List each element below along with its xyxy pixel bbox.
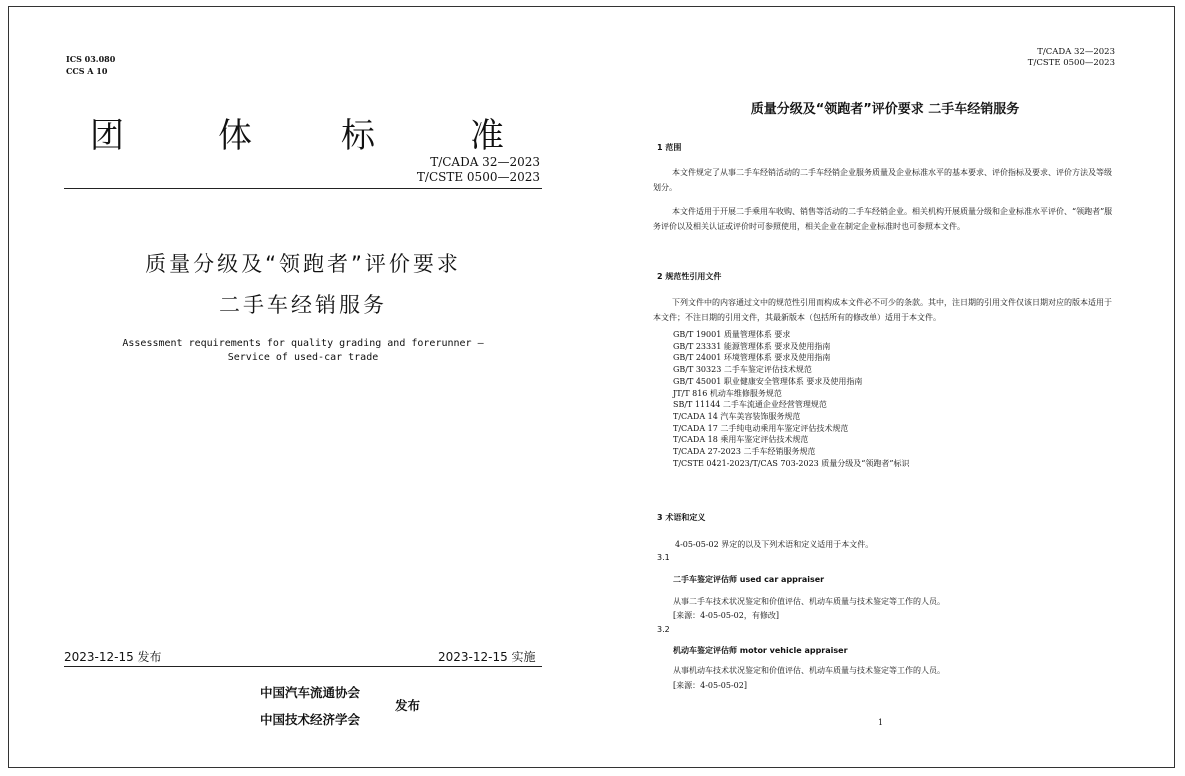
header-code-cada: T/CADA 32—2023 [1037, 47, 1115, 57]
publisher-org-1: 中国汽车流通协会 [260, 685, 361, 700]
section-2-heading: 2 规范性引用文件 [657, 272, 722, 281]
reference-item: T/CADA 17 二手纯电动乘用车鉴定评估技术规范 [673, 423, 849, 433]
classification-codes [66, 53, 115, 77]
term-3-2-definition: 从事机动车技术状况鉴定和价值评估、机动车质量与技术鉴定等工作的人员。 [673, 666, 945, 675]
section-1-para-1: 本文件规定了从事二手车经销活动的二手车经销企业服务质量及企业标准水平的基本要求、评价指标及要求、评价方法及等级划分。 [653, 168, 1112, 192]
section-2-para: 下列文件中的内容通过文中的规范性引用而构成本文件必不可少的条款。其中，注日期的引用文件仅该日期对应的版本适用于本文件；不注日期的引用文件，其最新版本（包括所有的修改单）适用于本文件。 [653, 298, 1112, 322]
reference-item: GB/T 45001 职业健康安全管理体系 要求及使用指南 [673, 376, 863, 386]
section-1-para-2: 本文件适用于开展二手乘用车收购、销售等活动的二手车经销企业。相关机构开展质量分级和企业标准水平评价、“领跑者”服务评价以及相关认证或评价时可参照使用，相关企业在制定企业标准时也可参照本文件。 [653, 207, 1113, 231]
document-frame [8, 6, 1175, 768]
cover-title-line1: 质量分级及“领跑者”评价要求 [145, 252, 461, 276]
issued-label: 发布 [395, 698, 421, 713]
reference-item: T/CADA 14 汽车美容装饰服务规范 [673, 411, 801, 421]
standard-codes [417, 155, 540, 185]
heading-char-4: 准 [470, 116, 504, 156]
reference-item: GB/T 24001 环境管理体系 要求及使用指南 [673, 353, 831, 363]
header-code-cste: T/CSTE 0500—2023 [1027, 58, 1115, 68]
code-cste: T/CSTE 0500—2023 [416, 170, 540, 184]
term-3-1-source: [来源：4-05-05-02，有修改] [673, 611, 779, 620]
cover-bottom-rule [64, 666, 542, 667]
cover-top-rule [64, 188, 542, 189]
reference-item: T/CADA 27-2023 二手车经销服务规范 [673, 447, 816, 457]
section-3-heading: 3 术语和定义 [657, 513, 706, 522]
reference-item: GB/T 19001 质量管理体系 要求 [673, 330, 791, 339]
document-title: 质量分级及“领跑者”评价要求 二手车经销服务 [750, 102, 1020, 117]
term-3-1-title: 二手车鉴定评估师 used car appraiser [673, 575, 825, 584]
implement-date: 2023-12-15 实施 [438, 650, 536, 664]
normative-references-list [673, 329, 909, 469]
reference-item: GB/T 30323 二手车鉴定评估技术规范 [673, 365, 812, 375]
ics-code: ICS 03.080 [66, 54, 116, 64]
reference-item: SB/T 11144 二手车流通企业经营管理规范 [673, 400, 827, 410]
reference-item: JT/T 816 机动车维修服务规范 [673, 388, 782, 398]
reference-item: T/CSTE 0421-2023/T/CAS 703-2023 质量分级及“领跑者”标识 [673, 458, 910, 468]
heading-char-2: 体 [218, 116, 252, 156]
heading-char-3: 标 [341, 116, 375, 156]
page-header-codes [1028, 47, 1115, 69]
section-1-heading: 1 范围 [657, 143, 682, 152]
heading-char-1: 团 [90, 116, 124, 156]
publish-date: 2023-12-15 发布 [64, 650, 162, 664]
term-3-1-definition: 从事二手车技术状况鉴定和价值评估、机动车质量与技术鉴定等工作的人员。 [673, 597, 945, 606]
code-cada: T/CADA 32—2023 [430, 155, 540, 169]
publisher-org-2: 中国技术经济学会 [260, 712, 361, 727]
reference-item: GB/T 23331 能源管理体系 要求及使用指南 [673, 341, 831, 351]
term-3-2-number: 3.2 [657, 625, 670, 634]
term-3-1-number: 3.1 [657, 553, 670, 562]
reference-item: T/CADA 18 乘用车鉴定评估技术规范 [673, 435, 809, 445]
cover-title-en-line1: Assessment requirements for quality grading and forerunner — [122, 338, 484, 349]
term-3-2-title: 机动车鉴定评估师 motor vehicle appraiser [673, 646, 848, 655]
term-3-2-source: [来源：4-05-05-02] [673, 681, 747, 690]
page-number: 1 [878, 718, 884, 727]
ccs-code: CCS A 10 [66, 66, 108, 76]
cover-title-en-line2: Service of used-car trade [227, 352, 379, 363]
cover-title-line2: 二手车经销服务 [219, 293, 387, 317]
section-3-intro: 4-05-05-02 界定的以及下列术语和定义适用于本文件。 [675, 540, 874, 549]
